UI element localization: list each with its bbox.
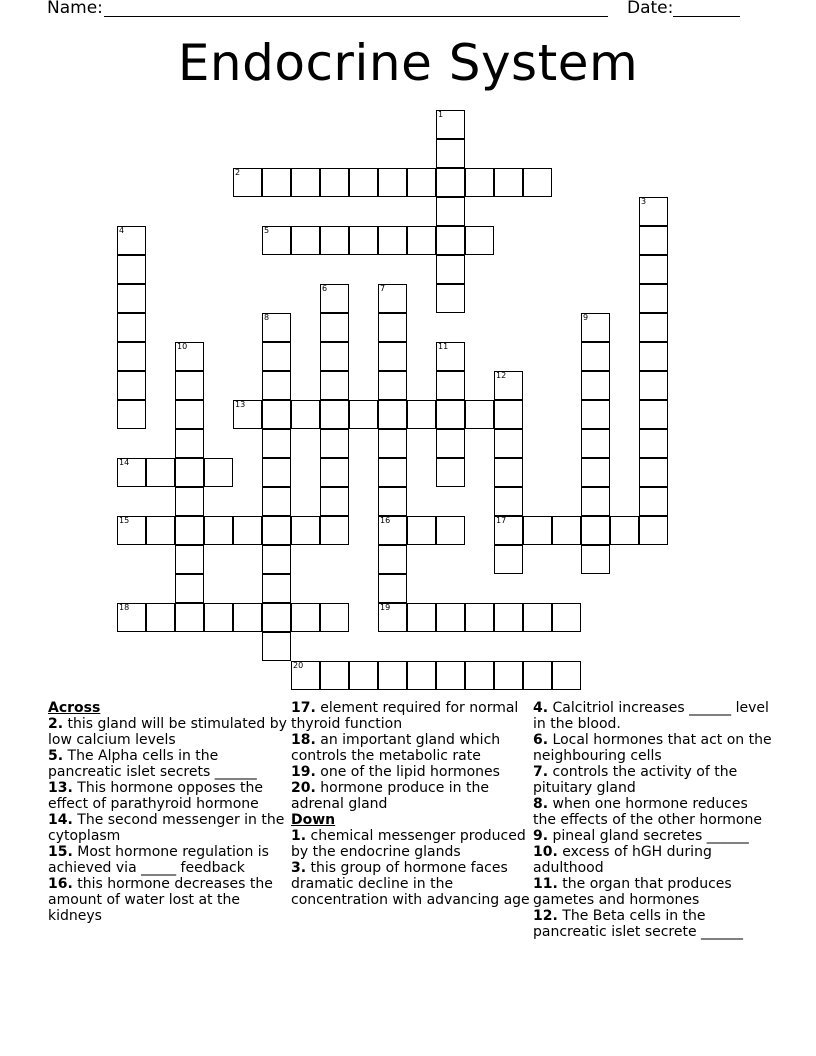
crossword-cell[interactable] bbox=[320, 429, 349, 458]
clue-number: 14. bbox=[48, 812, 73, 828]
crossword-cell[interactable] bbox=[378, 371, 407, 400]
crossword-cell[interactable] bbox=[175, 516, 204, 545]
crossword-cell[interactable] bbox=[262, 429, 291, 458]
clue-number: 20. bbox=[291, 780, 316, 796]
crossword-cell[interactable] bbox=[262, 371, 291, 400]
clue-number: 1. bbox=[291, 828, 307, 844]
clue-text: controls the activity of the pituitary gland bbox=[533, 764, 738, 796]
clue-number: 9. bbox=[533, 828, 549, 844]
clue-across bbox=[48, 876, 288, 924]
crossword-cell[interactable] bbox=[436, 197, 465, 226]
crossword-cell[interactable] bbox=[320, 342, 349, 371]
clue-text: excess of hGH during adulthood bbox=[533, 844, 712, 876]
crossword-cell[interactable] bbox=[291, 168, 320, 197]
cell-number: 10 bbox=[177, 342, 188, 351]
cell-number: 6 bbox=[322, 284, 328, 293]
clue-text: element required for normal thyroid function bbox=[291, 700, 519, 732]
clue-across bbox=[48, 844, 288, 876]
crossword-cell[interactable] bbox=[407, 226, 436, 255]
clue-text: Most hormone regulation is achieved via _____ feedback bbox=[48, 844, 269, 876]
clue-text: pineal gland secretes ______ bbox=[552, 828, 749, 844]
crossword-cell[interactable] bbox=[175, 371, 204, 400]
crossword-cell[interactable] bbox=[494, 487, 523, 516]
crossword-cell[interactable] bbox=[494, 516, 523, 545]
clue-text: one of the lipid hormones bbox=[320, 764, 500, 780]
cell-number: 17 bbox=[496, 516, 507, 525]
crossword-cell[interactable] bbox=[175, 429, 204, 458]
crossword-cell[interactable] bbox=[552, 516, 581, 545]
crossword-cell[interactable] bbox=[291, 516, 320, 545]
crossword-cell[interactable] bbox=[262, 226, 291, 255]
crossword-cell[interactable] bbox=[378, 226, 407, 255]
crossword-cell[interactable] bbox=[581, 545, 610, 574]
crossword-cell[interactable] bbox=[407, 400, 436, 429]
clue-text: this hormone decreases the amount of water lost at the kidneys bbox=[48, 876, 273, 924]
cell-number: 16 bbox=[380, 516, 391, 525]
crossword-cell[interactable] bbox=[639, 371, 668, 400]
crossword-cell[interactable] bbox=[581, 458, 610, 487]
clue-text: an important gland which controls the metabolic rate bbox=[291, 732, 501, 764]
clue-down bbox=[533, 700, 773, 732]
cell-number: 15 bbox=[119, 516, 130, 525]
crossword-cell[interactable] bbox=[465, 661, 494, 690]
clue-number: 10. bbox=[533, 844, 558, 860]
crossword-cell[interactable] bbox=[407, 168, 436, 197]
clues-column-1 bbox=[48, 700, 288, 924]
crossword-cell[interactable] bbox=[436, 284, 465, 313]
clue-across bbox=[291, 780, 531, 812]
clue-text: This hormone opposes the effect of parathyroid hormone bbox=[48, 780, 263, 812]
crossword-cell[interactable] bbox=[146, 603, 175, 632]
clue-number: 12. bbox=[533, 908, 558, 924]
crossword-cell[interactable] bbox=[378, 458, 407, 487]
crossword-cell[interactable] bbox=[639, 458, 668, 487]
clue-number: 6. bbox=[533, 732, 549, 748]
crossword-cell[interactable] bbox=[378, 574, 407, 603]
clue-across bbox=[48, 716, 288, 748]
crossword-cell[interactable] bbox=[523, 168, 552, 197]
crossword-cell[interactable] bbox=[117, 255, 146, 284]
clue-down bbox=[291, 828, 531, 860]
cell-number: 1 bbox=[438, 110, 444, 119]
crossword-cell[interactable] bbox=[378, 516, 407, 545]
crossword-cell[interactable] bbox=[320, 168, 349, 197]
crossword-cell[interactable] bbox=[436, 603, 465, 632]
clue-text: The Alpha cells in the pancreatic islet secrets ______ bbox=[48, 748, 257, 780]
crossword-cell[interactable] bbox=[233, 516, 262, 545]
crossword-cell[interactable] bbox=[407, 661, 436, 690]
crossword-cell[interactable] bbox=[639, 284, 668, 313]
crossword-cell[interactable] bbox=[117, 400, 146, 429]
crossword-cell[interactable] bbox=[494, 545, 523, 574]
clue-text: when one hormone reduces the effects of the other hormone bbox=[533, 796, 762, 828]
clue-across bbox=[48, 780, 288, 812]
crossword-cell[interactable] bbox=[639, 429, 668, 458]
crossword-cell[interactable] bbox=[465, 603, 494, 632]
crossword-cell[interactable] bbox=[291, 661, 320, 690]
cell-number: 4 bbox=[119, 226, 125, 235]
crossword-cell[interactable] bbox=[494, 603, 523, 632]
crossword-cell[interactable] bbox=[175, 458, 204, 487]
crossword-cell[interactable] bbox=[465, 168, 494, 197]
crossword-cell[interactable] bbox=[581, 313, 610, 342]
crossword-cell[interactable] bbox=[349, 226, 378, 255]
crossword-cell[interactable] bbox=[117, 603, 146, 632]
crossword-cell[interactable] bbox=[204, 458, 233, 487]
cell-number: 7 bbox=[380, 284, 386, 293]
crossword-cell[interactable] bbox=[639, 516, 668, 545]
crossword-cell[interactable] bbox=[436, 110, 465, 139]
crossword-cell[interactable] bbox=[320, 487, 349, 516]
crossword-cell[interactable] bbox=[523, 661, 552, 690]
crossword-cell[interactable] bbox=[175, 603, 204, 632]
crossword-cell[interactable] bbox=[320, 226, 349, 255]
crossword-cell[interactable] bbox=[320, 458, 349, 487]
cell-number: 11 bbox=[438, 342, 449, 351]
clue-down bbox=[533, 732, 773, 764]
clue-across bbox=[48, 748, 288, 780]
crossword-cell[interactable] bbox=[233, 400, 262, 429]
crossword-cell[interactable] bbox=[378, 342, 407, 371]
cell-number: 13 bbox=[235, 400, 246, 409]
crossword-cell[interactable] bbox=[262, 458, 291, 487]
clue-number: 18. bbox=[291, 732, 316, 748]
crossword-cell[interactable] bbox=[320, 516, 349, 545]
crossword-cell[interactable] bbox=[117, 371, 146, 400]
crossword-cell[interactable] bbox=[639, 255, 668, 284]
crossword-cell[interactable] bbox=[320, 313, 349, 342]
clue-down bbox=[533, 908, 773, 940]
crossword-cell[interactable] bbox=[523, 603, 552, 632]
crossword-cell[interactable] bbox=[494, 458, 523, 487]
cell-number: 9 bbox=[583, 313, 589, 322]
crossword-cell[interactable] bbox=[436, 255, 465, 284]
crossword-cell[interactable] bbox=[320, 284, 349, 313]
clue-text: The Beta cells in the pancreatic islet secrete ______ bbox=[533, 908, 744, 940]
crossword-cell[interactable] bbox=[175, 574, 204, 603]
clue-number: 5. bbox=[48, 748, 64, 764]
crossword-cell[interactable] bbox=[262, 545, 291, 574]
clue-number: 16. bbox=[48, 876, 73, 892]
crossword-cell[interactable] bbox=[175, 487, 204, 516]
crossword-cell[interactable] bbox=[204, 603, 233, 632]
clue-number: 4. bbox=[533, 700, 549, 716]
crossword-cell[interactable] bbox=[436, 429, 465, 458]
crossword-cell[interactable] bbox=[581, 342, 610, 371]
cell-number: 12 bbox=[496, 371, 507, 380]
crossword-cell[interactable] bbox=[262, 313, 291, 342]
crossword-cell[interactable] bbox=[320, 400, 349, 429]
clue-down bbox=[291, 860, 531, 908]
crossword-cell[interactable] bbox=[465, 400, 494, 429]
clue-number: 19. bbox=[291, 764, 316, 780]
crossword-cell[interactable] bbox=[523, 516, 552, 545]
crossword-cell[interactable] bbox=[117, 342, 146, 371]
clue-number: 13. bbox=[48, 780, 73, 796]
crossword-cell[interactable] bbox=[262, 603, 291, 632]
crossword-cell[interactable] bbox=[262, 516, 291, 545]
clues-column-2 bbox=[291, 700, 531, 908]
clue-text: this group of hormone faces dramatic decline in the concentration with advancing age bbox=[291, 860, 530, 908]
crossword-cell[interactable] bbox=[175, 545, 204, 574]
crossword-cell[interactable] bbox=[378, 313, 407, 342]
clue-text: Calcitriol increases ______ level in the blood. bbox=[533, 700, 769, 732]
crossword-cell[interactable] bbox=[291, 603, 320, 632]
clue-text: chemical messenger produced by the endocrine glands bbox=[291, 828, 526, 860]
crossword-cell[interactable] bbox=[378, 284, 407, 313]
crossword-cell[interactable] bbox=[378, 545, 407, 574]
crossword-cell[interactable] bbox=[117, 516, 146, 545]
clue-text: this gland will be stimulated by low calcium levels bbox=[48, 716, 287, 748]
clues-column-3 bbox=[533, 700, 773, 940]
crossword-cell[interactable] bbox=[175, 400, 204, 429]
cell-number: 3 bbox=[641, 197, 647, 206]
crossword-cell[interactable] bbox=[349, 168, 378, 197]
crossword-cell[interactable] bbox=[494, 429, 523, 458]
crossword-cell[interactable] bbox=[204, 516, 233, 545]
cell-number: 19 bbox=[380, 603, 391, 612]
crossword-cell[interactable] bbox=[233, 603, 262, 632]
crossword-cell[interactable] bbox=[262, 168, 291, 197]
crossword-cell[interactable] bbox=[581, 487, 610, 516]
crossword-cell[interactable] bbox=[262, 342, 291, 371]
clue-text: The second messenger in the cytoplasm bbox=[48, 812, 285, 844]
crossword-cell[interactable] bbox=[639, 226, 668, 255]
date-label: Date: bbox=[627, 0, 674, 18]
crossword-cell[interactable] bbox=[378, 168, 407, 197]
cell-number: 5 bbox=[264, 226, 270, 235]
crossword-cell[interactable] bbox=[320, 603, 349, 632]
crossword-cell[interactable] bbox=[639, 313, 668, 342]
cell-number: 2 bbox=[235, 168, 241, 177]
clue-across bbox=[48, 812, 288, 844]
crossword-cell[interactable] bbox=[494, 371, 523, 400]
clue-down bbox=[533, 844, 773, 876]
crossword-cell[interactable] bbox=[146, 458, 175, 487]
crossword-cell[interactable] bbox=[436, 661, 465, 690]
crossword-cell[interactable] bbox=[378, 400, 407, 429]
crossword-cell[interactable] bbox=[262, 574, 291, 603]
crossword-cell[interactable] bbox=[262, 400, 291, 429]
clue-number: 3. bbox=[291, 860, 307, 876]
crossword-cell[interactable] bbox=[407, 516, 436, 545]
crossword-cell[interactable] bbox=[291, 400, 320, 429]
crossword-cell[interactable] bbox=[436, 226, 465, 255]
crossword-cell[interactable] bbox=[262, 632, 291, 661]
crossword-cell[interactable] bbox=[581, 400, 610, 429]
down-heading: Down bbox=[291, 812, 336, 828]
crossword-cell[interactable] bbox=[639, 197, 668, 226]
across-heading: Across bbox=[48, 700, 101, 716]
clue-text: hormone produce in the adrenal gland bbox=[291, 780, 489, 812]
name-label: Name: bbox=[47, 0, 103, 18]
crossword-cell[interactable] bbox=[494, 400, 523, 429]
crossword-cell[interactable] bbox=[436, 458, 465, 487]
clue-number: 2. bbox=[48, 716, 64, 732]
crossword-cell[interactable] bbox=[175, 342, 204, 371]
crossword-cell[interactable] bbox=[639, 342, 668, 371]
clue-text: Local hormones that act on the neighbouring cells bbox=[533, 732, 772, 764]
crossword-cell[interactable] bbox=[581, 429, 610, 458]
cell-number: 20 bbox=[293, 661, 304, 670]
crossword-cell[interactable] bbox=[262, 487, 291, 516]
crossword-cell[interactable] bbox=[378, 487, 407, 516]
clue-down bbox=[533, 796, 773, 828]
clue-across bbox=[291, 764, 531, 780]
crossword-cell[interactable] bbox=[494, 661, 523, 690]
clue-down bbox=[533, 764, 773, 796]
crossword-cell[interactable] bbox=[349, 400, 378, 429]
crossword-cell[interactable] bbox=[581, 371, 610, 400]
clue-down bbox=[533, 828, 773, 844]
clue-number: 7. bbox=[533, 764, 549, 780]
clue-text: the organ that produces gametes and hormones bbox=[533, 876, 732, 908]
crossword-cell[interactable] bbox=[610, 516, 639, 545]
clue-number: 8. bbox=[533, 796, 549, 812]
crossword-cell[interactable] bbox=[320, 661, 349, 690]
crossword-cell[interactable] bbox=[233, 168, 262, 197]
crossword-cell[interactable] bbox=[436, 516, 465, 545]
clue-down bbox=[533, 876, 773, 908]
crossword-cell[interactable] bbox=[436, 371, 465, 400]
crossword-cell[interactable] bbox=[494, 168, 523, 197]
crossword-cell[interactable] bbox=[117, 226, 146, 255]
crossword-cell[interactable] bbox=[552, 603, 581, 632]
clue-number: 17. bbox=[291, 700, 316, 716]
page-title: Endocrine System bbox=[177, 34, 639, 92]
crossword-cell[interactable] bbox=[291, 226, 320, 255]
crossword-cell[interactable] bbox=[349, 661, 378, 690]
clue-number: 15. bbox=[48, 844, 73, 860]
crossword-cell[interactable] bbox=[639, 487, 668, 516]
crossword-cell[interactable] bbox=[436, 168, 465, 197]
crossword-cell[interactable] bbox=[436, 342, 465, 371]
crossword-cell[interactable] bbox=[407, 603, 436, 632]
crossword-cell[interactable] bbox=[378, 661, 407, 690]
clue-across bbox=[291, 732, 531, 764]
crossword-cell[interactable] bbox=[552, 661, 581, 690]
crossword-cell[interactable] bbox=[117, 284, 146, 313]
cell-number: 8 bbox=[264, 313, 270, 322]
cell-number: 18 bbox=[119, 603, 130, 612]
crossword-cell[interactable] bbox=[378, 603, 407, 632]
crossword-cell[interactable] bbox=[378, 429, 407, 458]
crossword-cell[interactable] bbox=[465, 226, 494, 255]
clue-number: 11. bbox=[533, 876, 558, 892]
clue-across bbox=[291, 700, 531, 732]
crossword-cell[interactable] bbox=[146, 516, 175, 545]
crossword-cell[interactable] bbox=[320, 371, 349, 400]
cell-number: 14 bbox=[119, 458, 130, 467]
crossword-cell[interactable] bbox=[117, 313, 146, 342]
crossword-cell[interactable] bbox=[639, 400, 668, 429]
crossword-cell[interactable] bbox=[436, 139, 465, 168]
crossword-cell[interactable] bbox=[581, 516, 610, 545]
crossword-cell[interactable] bbox=[117, 458, 146, 487]
crossword-cell[interactable] bbox=[436, 400, 465, 429]
